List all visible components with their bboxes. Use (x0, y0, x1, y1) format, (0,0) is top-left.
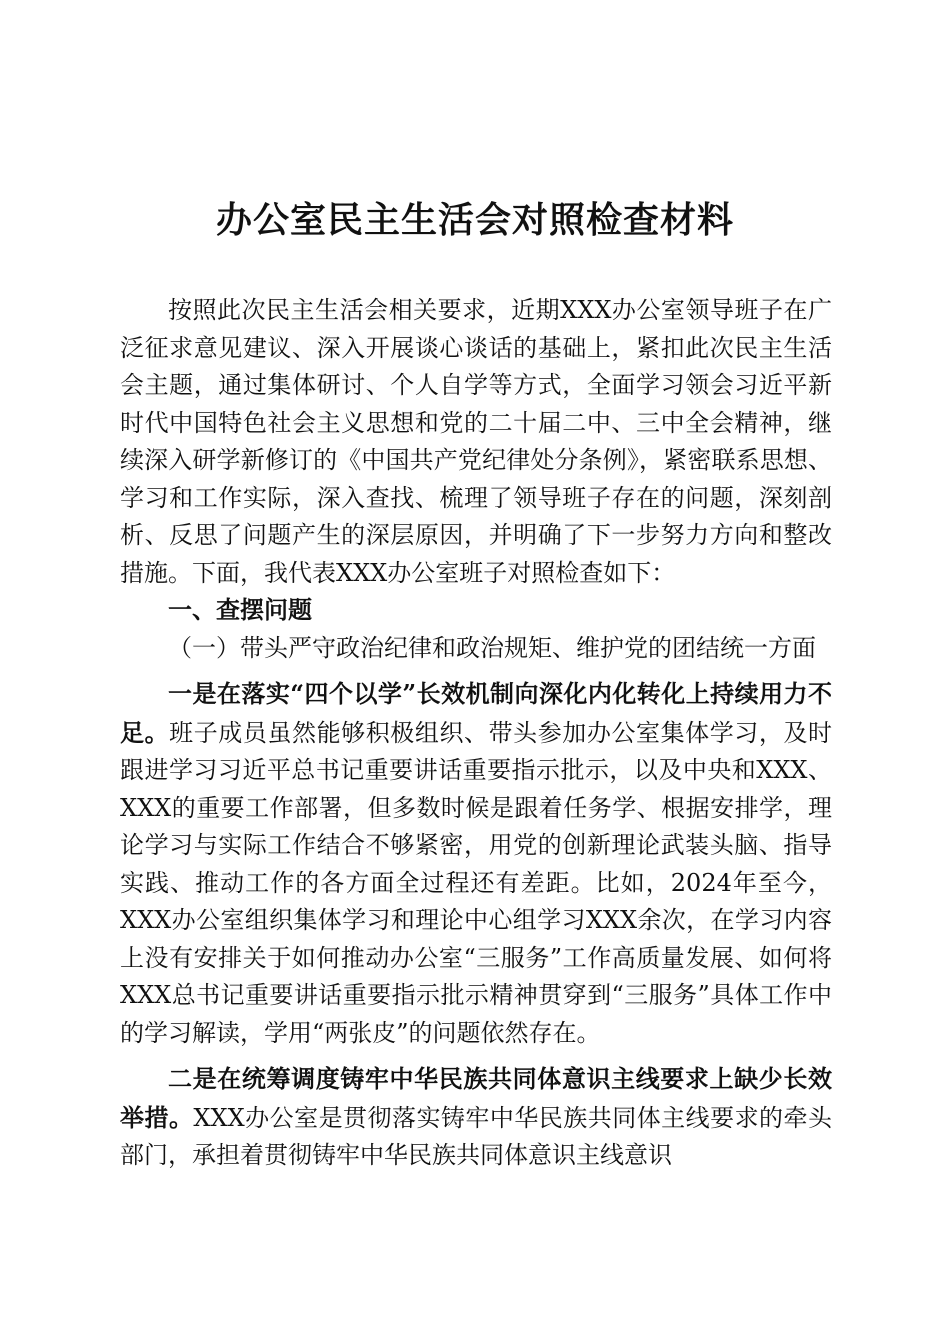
point-paragraph-2 (120, 1060, 832, 1175)
point-body-1: 班子成员虽然能够积极组织、带头参加办公室集体学习，及时跟进学习习近平总书记重要讲话重要指示批示，以及中央和XXX、XXX的重要工作部署，但多数时候是跟着任务学、根据安排学，理论学习与实际工作结合不够紧密，用党的创新理论武装头脑、指导实践、推动工作的各方面全过程还有差距。比如，2024年至今，XXX办公室组织集体学习和理论中心组学习XXX余次，在学习内容上没有安排关于如何推动办公室“三服务”工作高质量发展、如何将XXX总书记重要讲话重要指示批示精神贯穿到“三服务”具体工作中的学习解读，学用“两张皮”的问题依然存在。 (120, 718, 833, 1047)
subsection-heading: （一）带头严守政治纪律和政治规矩、维护党的团结统一方面 (168, 633, 816, 662)
point-lead-1: 一是在落实“四个以学”长效机制向深化内化转化上持续用力不足。 (120, 679, 832, 747)
point-body-2: XXX办公室是贯彻落实铸牢中华民族共同体主线要求的牵头部门，承担着贯彻铸牢中华民族共同体意识主线意识 (120, 1103, 832, 1169)
point-lead-2: 二是在统筹调度铸牢中华民族共同体意识主线要求上缺少长效举措。 (120, 1064, 832, 1132)
document-body (120, 292, 832, 1175)
document-title: 办公室民主生活会对照检查材料 (215, 199, 734, 241)
intro-paragraph: 按照此次民主生活会相关要求，近期XXX办公室领导班子在广泛征求意见建议、深入开展谈心谈话的基础上，紧扣此次民主生活会主题，通过集体研讨、个人自学等方式，全面学习领会习近平新时代中国特色社会主义思想和党的二十届二中、三中全会精神，继续深入研学新修订的《中国共产党纪律处分条例》，紧密联系思想、学习和工作实际，深入查找、梳理了领导班子存在的问题，深刻剖析、反思了问题产生的深层原因，并明确了下一步努力方向和整改措施。下面，我代表XXX办公室班子对照检查如下： (120, 296, 832, 587)
point-paragraph-1 (120, 675, 832, 1052)
section-heading: 一、查摆问题 (168, 596, 312, 624)
